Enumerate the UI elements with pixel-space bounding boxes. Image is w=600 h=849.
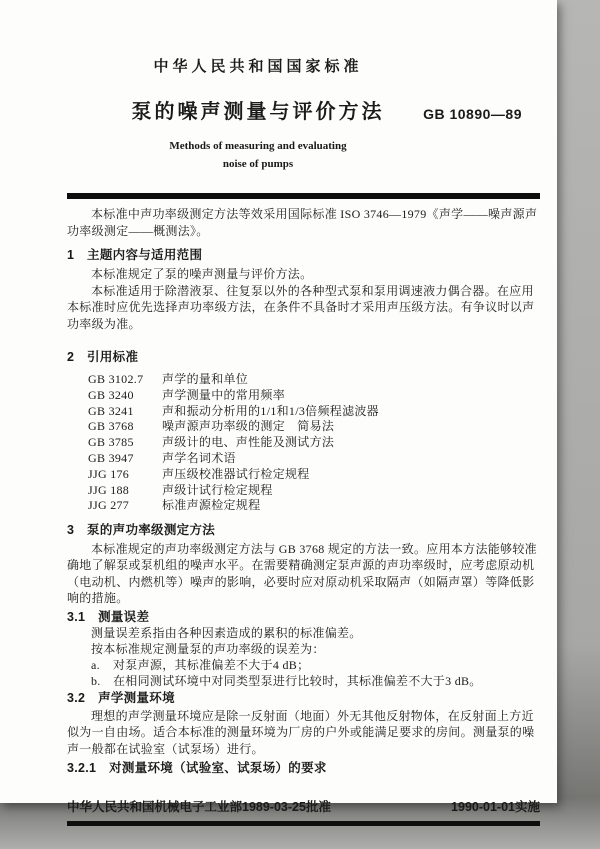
reference-title: 标准声源检定规程 [162, 498, 261, 513]
section1-heading: 1 主题内容与适用范围 [67, 248, 203, 262]
reference-title: 声学名词术语 [162, 450, 236, 465]
reference-item [88, 483, 540, 499]
item-text: 在相同测试环境中对同类型泵进行比较时，其标准偏差不大于3 dB。 [113, 673, 482, 688]
reference-title: 噪声源声功率级的测定 简易法 [162, 419, 335, 434]
section3-paragraph: 本标准规定的声功率级测定方法与 GB 3768 规定的方法一致。应用本方法能够较准确地了解泵或泵机组的噪声水平。在需要精确测定泵声源的声功率级时，应考虑原动机（电动机、内燃机等）噪声的影响，必要时应对原动机采取隔声（如隔声罩）等降低影响的措施。 [67, 542, 537, 605]
english-title-line2: noise of pumps [222, 158, 294, 170]
standard-type-title: 中华人民共和国国家标准 [153, 58, 363, 75]
reference-title: 声学测量中的常用频率 [162, 387, 286, 402]
section3-heading: 3 泵的声功率级测定方法 [67, 523, 216, 538]
header-center-block [67, 58, 449, 171]
reference-code: GB 3768 [88, 419, 134, 434]
item-text: 对泵声源，其标准偏差不大于4 dB； [113, 657, 310, 672]
error-item-b [91, 673, 540, 689]
section32-heading: 3.2 声学测量环境 [67, 690, 175, 705]
footer [67, 800, 540, 815]
reference-title: 声级计试行检定规程 [162, 482, 273, 497]
reference-item [88, 435, 540, 451]
section2-heading: 2 引用标准 [67, 350, 139, 364]
document-title: 泵的噪声测量与评价方法 [131, 101, 385, 123]
reference-item [88, 467, 540, 483]
reference-code: GB 3785 [88, 435, 134, 450]
reference-code: GB 3947 [88, 450, 134, 465]
section321-heading: 3.2.1 对测量环境（试验室、试泵场）的要求 [67, 760, 327, 775]
reference-code: JJG 277 [88, 498, 130, 513]
reference-item [88, 388, 540, 404]
reference-code: JJG 188 [88, 482, 130, 497]
reference-code: GB 3241 [88, 403, 134, 418]
reference-item [88, 404, 540, 420]
intro-paragraph: 本标准中声功率级测定方法等效采用国际标准 ISO 3746—1979《声学——噪声源声功率级测定——概测法》。 [67, 207, 538, 238]
item-label: b. [91, 673, 101, 688]
reference-title: 声和振动分析用的1/1和1/3倍频程滤波器 [162, 403, 379, 418]
reference-code: JJG 176 [88, 466, 130, 481]
section31-paragraph-2: 按本标准规定测量泵的声功率级的误差为： [91, 641, 325, 656]
english-title-line1: Methods of measuring and evaluating [169, 140, 347, 152]
reference-title: 声学的量和单位 [162, 372, 249, 386]
reference-item [88, 419, 540, 435]
reference-title: 声级计的电、声性能及测试方法 [162, 435, 335, 450]
section1-paragraph-2: 本标准适用于除潜液泵、往复泵以外的各种型式泵和泵用调速液力偶合器。在应用本标准时应优先选择声功率级方法，在条件不具备时才采用声压级方法。有争议时以声功率级为准。 [67, 283, 535, 331]
standard-number: GB 10890—89 [423, 106, 522, 122]
approval-text: 中华人民共和国机械电子工业部1989-03-25批准 [67, 799, 331, 814]
section31-heading: 3.1 测量误差 [67, 609, 150, 624]
header-rule [67, 193, 540, 199]
document-header [67, 58, 540, 171]
error-item-a [91, 657, 540, 673]
item-label: a. [91, 657, 100, 672]
reference-item [88, 451, 540, 467]
reference-title: 声压级校准器试行检定规程 [162, 466, 310, 481]
footer-rule [67, 821, 540, 826]
reference-item [88, 498, 540, 514]
reference-code: GB 3240 [88, 387, 134, 402]
implementation-text: 1990-01-01实施 [451, 799, 540, 814]
reference-code: GB 3102.7 [88, 372, 144, 386]
section1-paragraph-1: 本标准规定了泵的噪声测量与评价方法。 [91, 267, 313, 281]
reference-item [88, 372, 540, 388]
section32-paragraph: 理想的声学测量环境应是除一反射面（地面）外无其他反射物体，在反射面上方近似为一自由场。适合本标准的测量环境为厂房的户外或能满足要求的房间。测量泵的噪声一般都在试验室（试泵场）进行。 [67, 708, 535, 756]
section31-paragraph-1: 测量误差系指由各种因素造成的累积的标准偏差。 [91, 625, 362, 640]
references-list [88, 372, 540, 514]
